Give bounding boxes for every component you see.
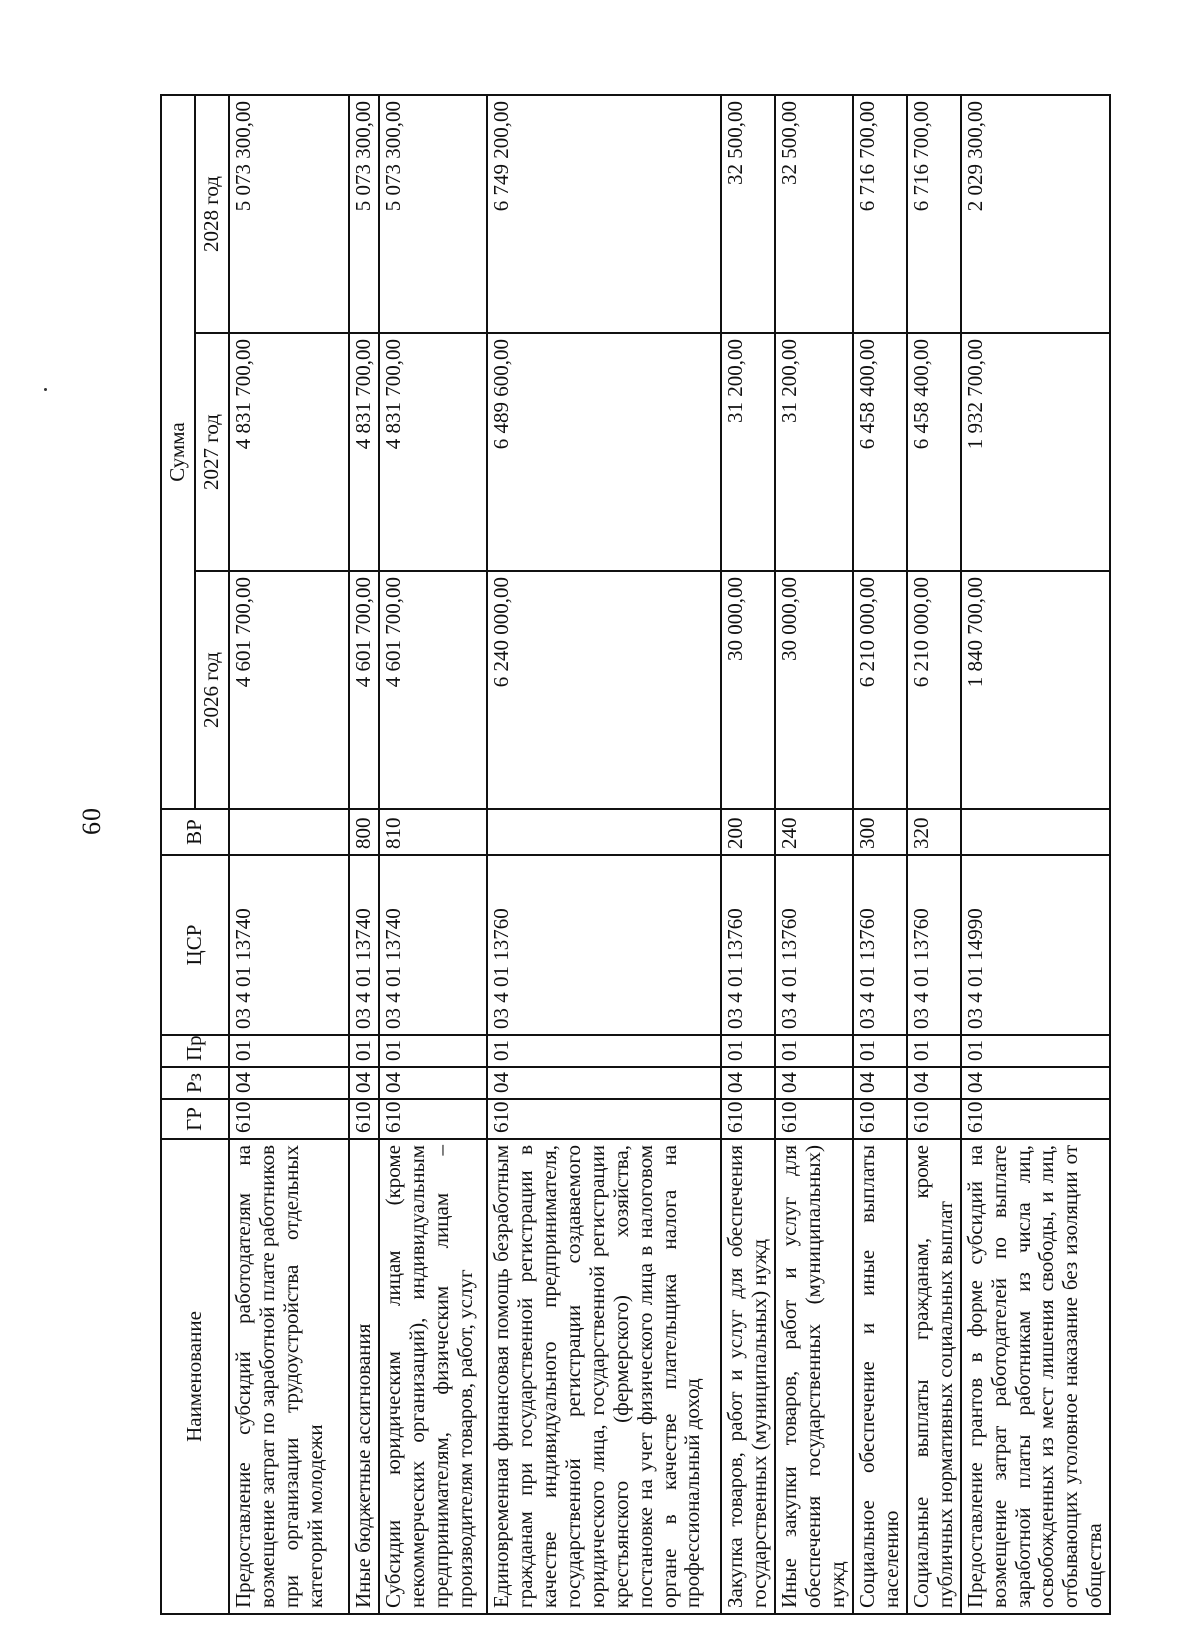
row-2026: 6 210 000,00	[853, 571, 907, 809]
scan-speck	[44, 388, 47, 391]
page-number: 60	[77, 807, 106, 835]
row-csr: 03 4 01 13740	[229, 855, 349, 1035]
row-2027: 6 489 600,00	[487, 333, 721, 571]
row-gr: 610	[853, 1099, 907, 1139]
row-csr: 03 4 01 13740	[349, 855, 379, 1035]
row-2028: 6 716 700,00	[907, 95, 961, 333]
header-sum: Сумма	[161, 95, 195, 809]
row-csr: 03 4 01 13760	[775, 855, 853, 1035]
header-gr: ГР	[161, 1099, 229, 1139]
row-2027: 6 458 400,00	[853, 333, 907, 571]
header-2028: 2028 год	[195, 95, 229, 333]
row-2026: 30 000,00	[775, 571, 853, 809]
row-vr: 800	[349, 809, 379, 855]
row-name: Иные закупки товаров, работ и услуг для обеспечения государственных (муниципальных) нужд	[775, 1139, 853, 1614]
row-2028: 32 500,00	[775, 95, 853, 333]
row-2028: 2 029 300,00	[961, 95, 1111, 333]
row-2028: 6 716 700,00	[853, 95, 907, 333]
row-gr: 610	[349, 1099, 379, 1139]
row-gr: 610	[229, 1099, 349, 1139]
row-csr: 03 4 01 13760	[487, 855, 721, 1035]
row-name: Закупка товаров, работ и услуг для обеспечения государственных (муниципальных) нужд	[721, 1139, 775, 1614]
table-row	[775, 95, 853, 1614]
table-header	[161, 95, 229, 1614]
row-2026: 30 000,00	[721, 571, 775, 809]
row-rz: 04	[961, 1067, 1111, 1099]
row-name: Единовременная финансовая помощь безработным гражданам при государственной регистрации в качестве индивидуального предпринимателя, государственной регистрации создаваемого юридического лица, государственной регистрации крестьянского (фермерского) хозяйства, постановке на учет физического лица в налоговом органе в качестве плательщика налога на профессиональный доход	[487, 1139, 721, 1614]
row-2026: 6 210 000,00	[907, 571, 961, 809]
row-gr: 610	[775, 1099, 853, 1139]
row-name: Социальное обеспечение и иные выплаты населению	[853, 1139, 907, 1614]
row-2027: 31 200,00	[721, 333, 775, 571]
row-vr: 810	[379, 809, 487, 855]
row-rz: 04	[379, 1067, 487, 1099]
row-vr: 320	[907, 809, 961, 855]
row-name: Субсидии юридическим лицам (кроме некоммерческих организаций), индивидуальным предпринимателям, физическим лицам – производителям товаров, работ, услуг	[379, 1139, 487, 1614]
row-2026: 4 601 700,00	[379, 571, 487, 809]
table-row	[721, 95, 775, 1614]
row-2028: 5 073 300,00	[349, 95, 379, 333]
row-2027: 1 932 700,00	[961, 333, 1111, 571]
row-rz: 04	[853, 1067, 907, 1099]
row-vr: 240	[775, 809, 853, 855]
row-csr: 03 4 01 13760	[853, 855, 907, 1035]
row-2027: 4 831 700,00	[349, 333, 379, 571]
row-csr: 03 4 01 14990	[961, 855, 1111, 1035]
table-row	[853, 95, 907, 1614]
row-rz: 04	[487, 1067, 721, 1099]
row-2027: 4 831 700,00	[379, 333, 487, 571]
row-csr: 03 4 01 13760	[907, 855, 961, 1035]
row-pr: 01	[349, 1035, 379, 1067]
header-2026: 2026 год	[195, 571, 229, 809]
row-vr	[487, 809, 721, 855]
row-gr: 610	[907, 1099, 961, 1139]
row-pr: 01	[721, 1035, 775, 1067]
row-name: Предоставление субсидий работодателям на возмещение затрат по заработной плате работников при организации трудоустройства отдельных категорий молодежи	[229, 1139, 349, 1614]
row-2028: 32 500,00	[721, 95, 775, 333]
header-pr: Пр	[161, 1035, 229, 1067]
row-vr: 300	[853, 809, 907, 855]
row-2027: 31 200,00	[775, 333, 853, 571]
row-name: Предоставление грантов в форме субсидий на возмещение затрат работодателей по выплате заработной платы работникам из числа лиц, освобожденных из мест лишения свободы, и лиц, отбывающих уголовное наказание без изоляции от общества	[961, 1139, 1111, 1614]
header-vr: ВР	[161, 809, 229, 855]
row-gr: 610	[487, 1099, 721, 1139]
table-row	[961, 95, 1111, 1614]
header-csr: ЦСР	[161, 855, 229, 1035]
header-2027: 2027 год	[195, 333, 229, 571]
budget-table	[160, 94, 1111, 1615]
row-2028: 5 073 300,00	[229, 95, 349, 333]
row-pr: 01	[775, 1035, 853, 1067]
row-rz: 04	[229, 1067, 349, 1099]
row-rz: 04	[349, 1067, 379, 1099]
row-pr: 01	[907, 1035, 961, 1067]
table-row	[487, 95, 721, 1614]
row-pr: 01	[379, 1035, 487, 1067]
row-2026: 4 601 700,00	[229, 571, 349, 809]
row-2027: 4 831 700,00	[229, 333, 349, 571]
row-rz: 04	[907, 1067, 961, 1099]
row-rz: 04	[775, 1067, 853, 1099]
row-name: Социальные выплаты гражданам, кроме публичных нормативных социальных выплат	[907, 1139, 961, 1614]
row-2026: 4 601 700,00	[349, 571, 379, 809]
row-gr: 610	[379, 1099, 487, 1139]
row-name: Иные бюджетные ассигнования	[349, 1139, 379, 1614]
row-vr	[229, 809, 349, 855]
header-rz: Рз	[161, 1067, 229, 1099]
row-2027: 6 458 400,00	[907, 333, 961, 571]
row-vr: 200	[721, 809, 775, 855]
table-row	[379, 95, 487, 1614]
row-csr: 03 4 01 13760	[721, 855, 775, 1035]
row-pr: 01	[961, 1035, 1111, 1067]
row-pr: 01	[853, 1035, 907, 1067]
row-2026: 6 240 000,00	[487, 571, 721, 809]
row-2026: 1 840 700,00	[961, 571, 1111, 809]
table-row	[349, 95, 379, 1614]
row-vr	[961, 809, 1111, 855]
row-gr: 610	[721, 1099, 775, 1139]
row-rz: 04	[721, 1067, 775, 1099]
table-row	[907, 95, 961, 1614]
row-2028: 6 749 200,00	[487, 95, 721, 333]
row-2028: 5 073 300,00	[379, 95, 487, 333]
row-csr: 03 4 01 13740	[379, 855, 487, 1035]
row-pr: 01	[229, 1035, 349, 1067]
header-name: Наименование	[161, 1139, 229, 1614]
table-row	[229, 95, 349, 1614]
row-pr: 01	[487, 1035, 721, 1067]
row-gr: 610	[961, 1099, 1111, 1139]
rotated-page-content	[160, 95, 1107, 1615]
